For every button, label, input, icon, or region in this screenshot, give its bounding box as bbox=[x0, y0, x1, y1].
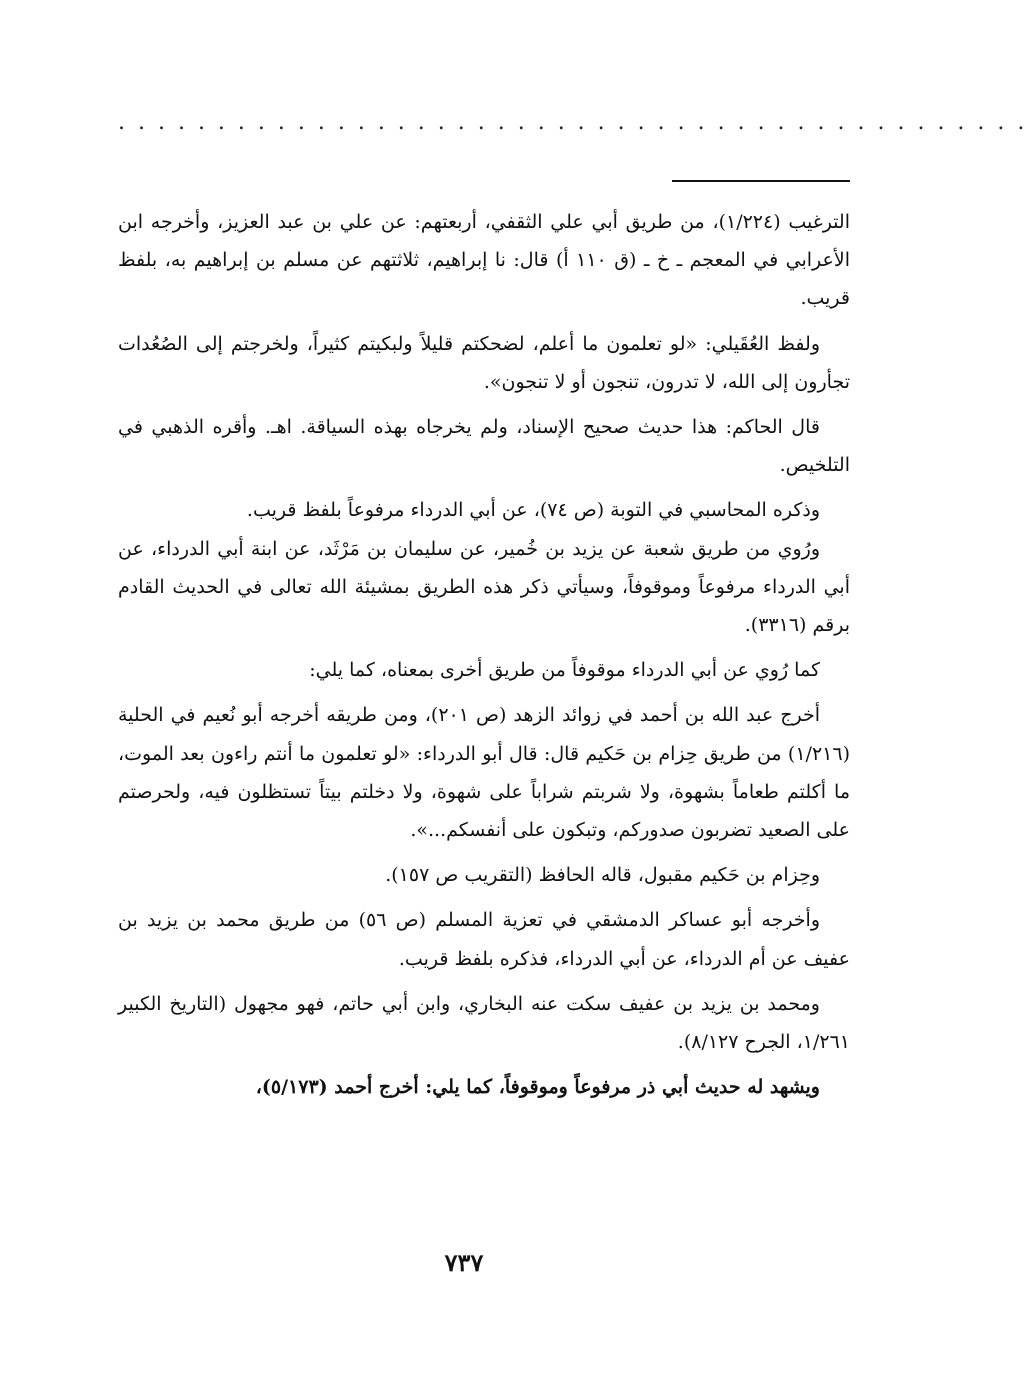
paragraph: ورُوي من طريق شعبة عن يزيد بن خُمير، عن سليمان بن مَرْثَد، عن ابنة أبي الدرداء، عن أبي الدرداء مرفوعاً وموقوفاً، وسيأتي ذكر هذه الطريق بمشيئة الله تعالى في الحديث القادم برقم (٣٣١٦). bbox=[118, 537, 850, 637]
paragraph: ويشهد له حديث أبي ذر مرفوعاً وموقوفاً، كما يلي: أخرج أحمد (٥/١٧٣)، bbox=[255, 1076, 820, 1099]
separator-dots: . . . . . . . . . . . . . . . . . . . . . . . . . . . . . . . . . . . . . . . . . . . . . . bbox=[118, 110, 1027, 135]
paragraph: ولفظ العُقَيلي: «لو تعلمون ما أعلم، لضحكتم قليلاً ولبكيتم كثيراً، ولخرجتم إلى الصُعُدات تجأرون إلى الله، لا تدرون، تنجون أو لا تنجون». bbox=[118, 332, 850, 393]
paragraph: وحِزام بن حَكيم مقبول، قاله الحافظ (التقريب ص ١٥٧). bbox=[385, 864, 820, 887]
paragraph: كما رُوي عن أبي الدرداء موقوفاً من طريق أخرى بمعناه، كما يلي: bbox=[309, 659, 820, 682]
paragraph: ومحمد بن يزيد بن عفيف سكت عنه البخاري، وابن أبي حاتم، فهو مجهول (التاريخ الكبير ١/٢٦١، الجرح ٨/١٢٧). bbox=[118, 992, 850, 1054]
footnote-rule bbox=[672, 180, 850, 182]
paragraph: أخرج عبد الله بن أحمد في زوائد الزهد (ص ٢٠١)، ومن طريقه أخرجه أبو نُعيم في الحلية (١/٢١٦) من طريق حِزام بن حَكيم قال: قال أبو الدرداء: «لو تعلمون ما أنتم راءون بعد الموت، ما أكلتم طعاماً بشهوة، ولا شربتم شراباً على شهوة، ولا دخلتم بيتاً تستظلون فيه، ولحرصتم على الصعيد تضربون صدوركم، وتبكون على أنفسكم...». bbox=[118, 704, 850, 842]
paragraph: الترغيب (١/٢٢٤)، من طريق أبي علي الثقفي، أربعتهم: عن علي بن عبد العزيز، وأخرجه ابن الأعرابي في المعجم ـ خ ـ (ق ١١٠ أ) قال: نا إبراهيم، ثلاثتهم عن مسلم بن إبراهيم به، بلفظ قريب. bbox=[118, 211, 850, 310]
paragraph: وأخرجه أبو عساكر الدمشقي في تعزية المسلم (ص ٥٦) من طريق محمد بن يزيد بن عفيف عن أم الدرداء، عن أبي الدرداء، فذكره بلفظ قريب. bbox=[118, 909, 850, 970]
footnote-body bbox=[118, 203, 850, 1106]
page-number: ٧٣٧ bbox=[444, 1248, 484, 1277]
paragraph: قال الحاكم: هذا حديث صحيح الإسناد، ولم يخرجاه بهذه السياقة. اهـ. وأقره الذهبي في التلخيص. bbox=[118, 416, 850, 477]
paragraph: وذكره المحاسبي في التوبة (ص ٧٤)، عن أبي الدرداء مرفوعاً بلفظ قريب. bbox=[246, 499, 820, 522]
